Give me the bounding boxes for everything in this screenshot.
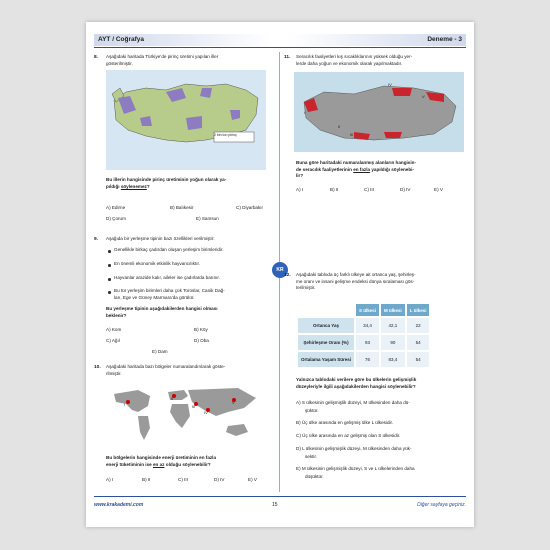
q12-number: 12. [284, 273, 291, 278]
world-map [108, 382, 264, 448]
q10-text-line: rilmiştir. [106, 370, 122, 376]
footer-rule [94, 496, 466, 497]
exam-page [86, 22, 474, 527]
turkey-greenhouse-map [294, 72, 464, 152]
q10-stem-emphasis: en az [152, 461, 165, 467]
q11-stem-line: lir? [296, 173, 304, 179]
q8-stem-emphasis: söylenemez [120, 183, 147, 189]
table-row-header: Şehirleşme Oranı (%) [298, 335, 354, 350]
table-corner [298, 304, 354, 316]
table-row [298, 335, 429, 350]
q11-option-c[interactable]: C) III [364, 187, 374, 192]
q8-stem-part: ? [146, 183, 150, 189]
q8-text-line: gösterilmiştir. [106, 60, 133, 66]
table-cell: 54 [407, 352, 430, 367]
table-row [298, 352, 429, 367]
bullet-icon [108, 278, 111, 281]
q8-stem-line: Bu illerin hangisinde pirinç üretiminin yoğun olarak ya- [106, 177, 227, 182]
q8-option-a[interactable]: A) Edirne [106, 205, 126, 210]
q10-option-a[interactable]: A) I [106, 477, 114, 482]
q11-stem-part: de seracılık faaliyetlerinin [296, 166, 354, 172]
q10-map-label: III [192, 404, 196, 409]
q12-data-table [296, 302, 431, 369]
q11-text-line: lerde daha yoğun ve ekonomik olarak yapılmaktadır. [296, 60, 403, 66]
table-col-header: L ülkesi [407, 304, 430, 316]
q9-bullet: Bu tür yerleşim birimleri daha çok Toroslar, Canik Dağ- [114, 288, 225, 293]
q10-stem-line [106, 462, 274, 469]
q10-stem-line: Bu bölgelerin hangisinde enerji üretiminin en fazla [106, 455, 217, 460]
q8-option-d[interactable]: D) Çorum [106, 216, 126, 221]
footer-site[interactable]: www.krakademi.com [94, 502, 144, 508]
page-number: 15 [272, 502, 278, 508]
table-cell: 54 [407, 335, 430, 350]
q11-option-e[interactable]: E) V [434, 187, 443, 192]
q11-text-line: Seracılık faaliyetleri kış sıcaklıklarının yüksek olduğu yer- [296, 54, 413, 59]
table-row-header: Ortanca Yaş [298, 318, 354, 333]
q11-option-d[interactable]: D) IV [400, 187, 411, 192]
q12-option-d[interactable]: D) L ülkesinin gelişmişlik düzeyi, M ülkesinden daha yük- [296, 446, 412, 451]
bullet-icon [108, 264, 111, 267]
q12-text-line: terilmiştir. [296, 285, 316, 291]
q12-option-e[interactable]: E) M ülkesinin gelişmişlik düzeyi, S ve L ülkelerinden daha [296, 466, 415, 471]
q8-option-b[interactable]: B) Balıkesir [170, 205, 194, 210]
q11-map-label: IV [388, 82, 392, 87]
q11-stem-part: yapıldığı söylenebi- [370, 166, 414, 172]
q12-option-b[interactable]: B) Üç ülke arasında en gelişmiş ülke L ülkesidir. [296, 420, 394, 425]
q11-stem [296, 160, 468, 180]
q10-number: 10. [94, 365, 101, 370]
q11-stem-emphasis: en fazla [353, 166, 371, 172]
q10-option-b[interactable]: B) II [142, 477, 151, 482]
table-cell: 34,4 [356, 318, 379, 333]
q10-stem-part: enerji tüketiminin ise [106, 461, 153, 467]
q9-stem-line: beklenir? [106, 312, 127, 318]
q12-option-e-cont[interactable]: düşüktür. [305, 474, 324, 479]
turkey-rice-map [106, 70, 266, 170]
table-header-row [298, 304, 429, 316]
q11-number: 11. [284, 55, 291, 60]
table-col-header: M ülkesi [381, 304, 405, 316]
q10-option-e[interactable]: E) V [248, 477, 257, 482]
q11-text [296, 54, 468, 67]
q8-stem-part: pıldığı [106, 183, 121, 189]
q10-map-label: V [232, 400, 235, 405]
q8-text [106, 54, 274, 67]
table-cell: 83,4 [381, 352, 405, 367]
q12-text-line: Aşağıdaki tabloda üç farklı ülkeye ait ortanca yaş, şehirleş- [296, 272, 416, 277]
q9-stem [106, 306, 274, 319]
q12-stem-line: düzeyleriyle ilgili aşağıdakilerden hangisi söylenebilir? [296, 383, 416, 389]
header-rule [94, 47, 466, 48]
q12-stem [296, 377, 468, 390]
table-row-header: Ortalama Yaşam Süresi [298, 352, 354, 367]
bullet-icon [108, 291, 111, 294]
q12-text-line: me oranı ve insani gelişme endeksi dünya sıralaması gös- [296, 278, 415, 284]
exam-title: Deneme - 3 [288, 34, 466, 46]
table-cell: 22 [407, 318, 430, 333]
q9-option-d[interactable]: D) Oba [194, 338, 209, 343]
q12-stem-line: Yalnızca tablodaki verilere göre bu ülkelerin gelişmişlik [296, 377, 417, 382]
brand-logo: KR [272, 262, 288, 278]
q10-text-line: Aşağıdaki haritada bazı bölgeler numaralandırılarak göste- [106, 364, 226, 369]
q8-option-c[interactable]: C) Diyarbakır [236, 205, 264, 210]
q10-option-d[interactable]: D) IV [214, 477, 225, 482]
q11-option-a[interactable]: A) I [296, 187, 304, 192]
q10-stem [106, 455, 274, 468]
q9-intro: Aşağıda bir yerleşme tipinin bazı özellikleri verilmiştir: [106, 236, 215, 241]
q9-option-b[interactable]: B) Köy [194, 327, 208, 332]
q12-option-c[interactable]: C) Üç ülke arasında en az gelişmiş olan S ülkesidir. [296, 433, 401, 438]
q9-bullet: Genellikle birkaç çadırdan oluşan yerleşim birimleridir. [114, 247, 224, 252]
q10-map-label: II [171, 396, 174, 401]
q11-option-b[interactable]: B) II [330, 187, 339, 192]
q10-map-label: I [124, 402, 126, 407]
q11-map-label: II [338, 124, 341, 129]
q8-text-line: Aşağıdaki haritada Türkiye’de pirinç üretimi yapılan iller [106, 54, 219, 59]
q8-number: 8. [94, 55, 99, 60]
q10-option-c[interactable]: C) III [178, 477, 188, 482]
q9-bullet-cont: ları, Ege ve Güney Marmara’da görülür. [114, 295, 195, 300]
subject-header: AYT / Coğrafya [94, 34, 272, 46]
q8-stem [106, 177, 274, 190]
q12-option-a-cont[interactable]: şüktür. [305, 408, 319, 413]
q11-map-label: V [422, 94, 425, 99]
q9-option-a[interactable]: A) Kom [106, 327, 122, 332]
q9-bullet: En önemli ekonomik etkinlik hayvancılıktır. [114, 261, 201, 266]
q10-map-label: IV [204, 410, 208, 415]
table-col-header: S ülkesi [356, 304, 379, 316]
q8-stem-line [106, 184, 274, 191]
q11-stem-line [296, 167, 468, 174]
table-cell: 42,1 [381, 318, 405, 333]
q10-stem-part: olduğu söylenebilir? [164, 461, 211, 467]
table-cell: 90 [381, 335, 405, 350]
bullet-icon [108, 250, 111, 253]
q12-option-d-cont[interactable]: sektir. [305, 454, 317, 459]
q9-bullet: Hayvanlar arazide kalır, aileler ise çadırlarda barınır. [114, 275, 220, 280]
q10-text [106, 364, 274, 377]
q12-text [296, 272, 468, 292]
q11-stem-line: Buna göre haritadaki numaralanmış alanların hangisin- [296, 160, 416, 165]
footer-next: Diğer sayfaya geçiniz. [417, 502, 466, 508]
q9-stem-line: Bu yerleşme tipinin aşağıdakilerden hangisi olması [106, 306, 218, 311]
q8-option-e[interactable]: E) Samsun [196, 216, 219, 221]
table-cell: 76 [356, 352, 379, 367]
q8-map-legend: 2 bin ton pirinç [214, 133, 237, 137]
q11-map-label: I [304, 110, 306, 115]
table-row [298, 318, 429, 333]
q9-option-e[interactable]: E) Dam [152, 349, 168, 354]
table-cell: 93 [356, 335, 379, 350]
q9-option-c[interactable]: C) Ağıl [106, 338, 120, 343]
q12-option-a[interactable]: A) S ülkesinin gelişmişlik düzeyi, M ülkesinden daha dü- [296, 400, 410, 405]
q9-number: 9. [94, 237, 99, 242]
q11-map-label: III [350, 132, 354, 137]
